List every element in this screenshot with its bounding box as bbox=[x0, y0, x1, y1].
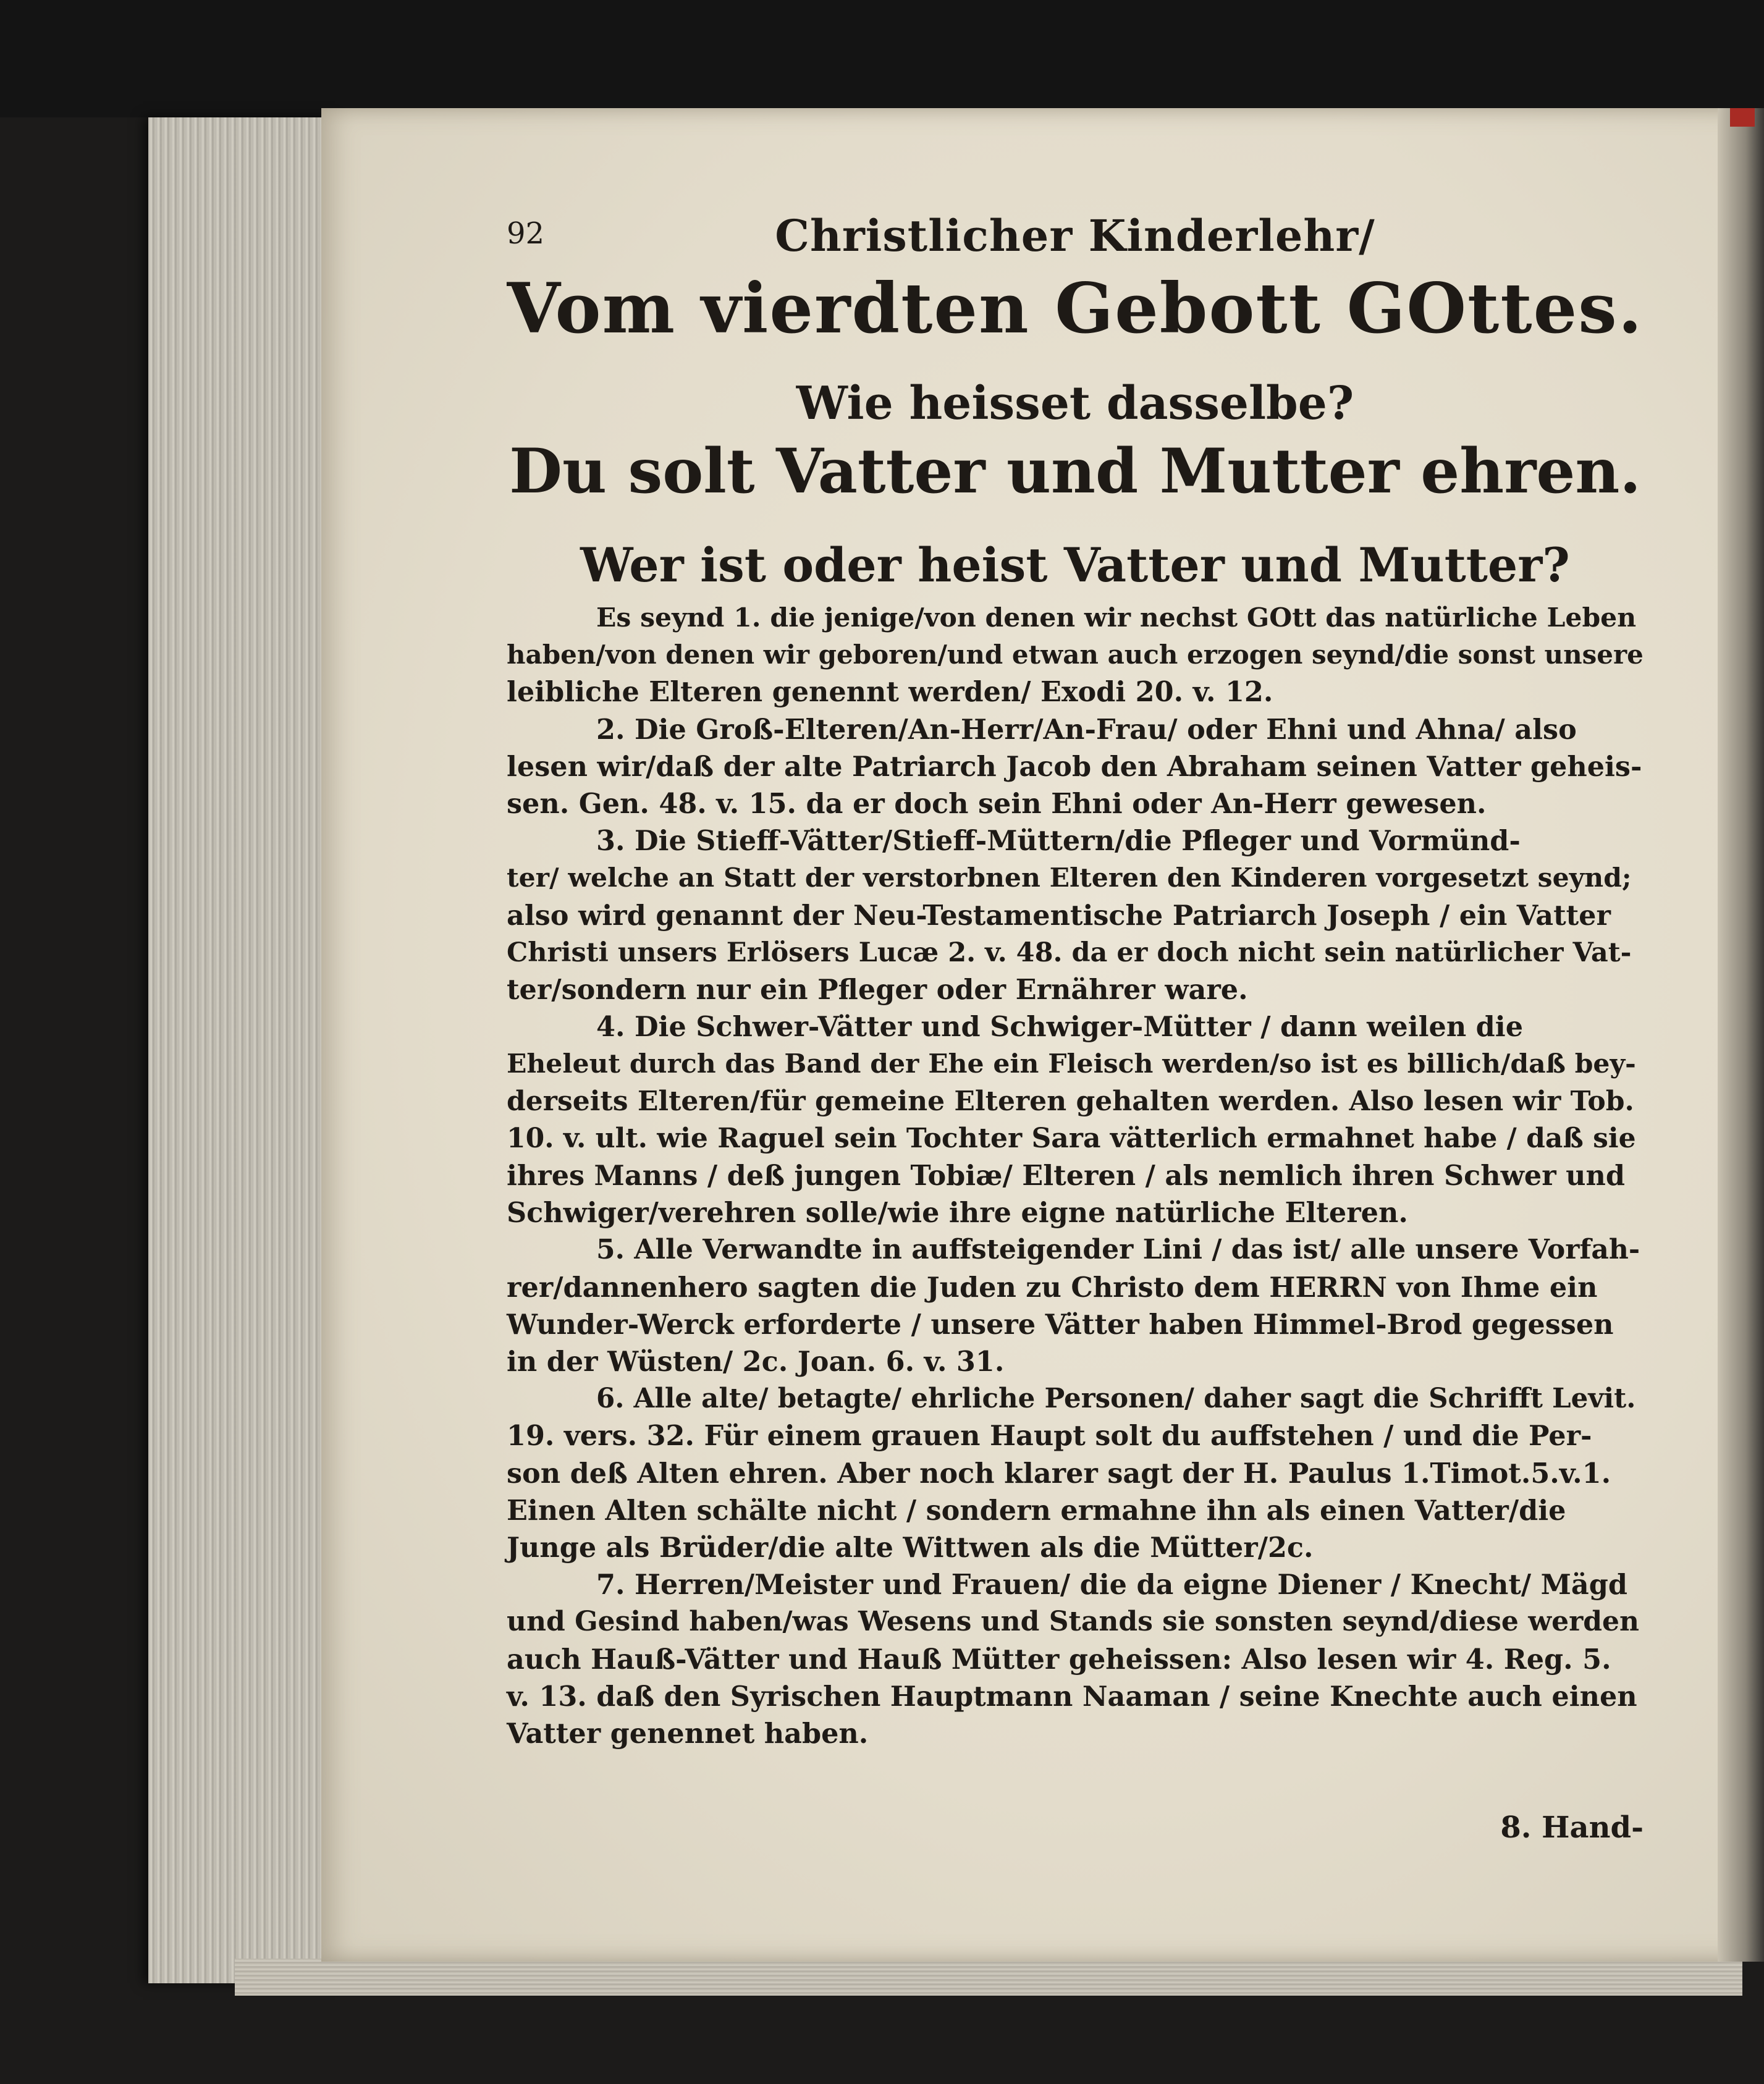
text-line: 4. Die Schwer-Vätter und Schwiger-Mütter / dann weilen die bbox=[596, 1011, 1524, 1044]
chapter-title: Vom vierdten Gebott GOttes. bbox=[507, 269, 1644, 349]
text-line: also wird genannt der Neu-Testamentische Patriarch Joseph / ein Vatter bbox=[507, 899, 1611, 932]
text-line: 5. Alle Verwandte in auffsteigender Lini / das ist/ alle unsere Vorfah- bbox=[596, 1234, 1640, 1266]
text-line: 19. vers. 32. Für einem grauen Haupt solt du auffstehen / und die Per- bbox=[507, 1420, 1592, 1453]
text-line: lesen wir/daß der alte Patriarch Jacob den Abraham seinen Vatter geheis- bbox=[507, 750, 1642, 783]
catchword: 8. Hand- bbox=[1500, 1810, 1644, 1845]
text-line: 6. Alle alte/ betagte/ ehrliche Personen/ daher sagt die Schrifft Levit. bbox=[596, 1383, 1636, 1415]
text-line: Junge als Brüder/die alte Wittwen als die Mütter/2c. bbox=[507, 1532, 1314, 1564]
text-line: sen. Gen. 48. v. 15. da er doch sein Ehni oder An-Herr gewesen. bbox=[507, 788, 1487, 821]
text-line: Christi unsers Erlösers Lucæ 2. v. 48. da er doch nicht sein natürlicher Vat- bbox=[507, 937, 1632, 968]
text-line: ter/sondern nur ein Pfleger oder Ernährer ware. bbox=[507, 974, 1248, 1006]
text-line: Eheleut durch das Band der Ehe ein Fleisch werden/so ist es billich/daß bey- bbox=[507, 1048, 1636, 1080]
question-heading-2: Wer ist oder heist Vatter und Mutter? bbox=[580, 538, 1570, 593]
text-line: 2. Die Groß-Elteren/An-Herr/An-Frau/ oder Ehni und Ahna/ also bbox=[596, 713, 1577, 746]
text-line: Schwiger/verehren solle/wie ihre eigne natürliche Elteren. bbox=[507, 1197, 1408, 1230]
running-head bbox=[507, 204, 1644, 272]
question-heading: Wie heisset dasselbe? bbox=[796, 377, 1354, 430]
page-number: 92 bbox=[507, 216, 545, 251]
text-line: 3. Die Stieff-Vätter/Stieff-Müttern/die Pfleger und Vormünd- bbox=[596, 825, 1521, 858]
text-line: ter/ welche an Statt der verstorbnen Elteren den Kinderen vorgesetzt seynd; bbox=[507, 863, 1632, 894]
text-line: 7. Herren/Meister und Frauen/ die da eigne Diener / Knecht/ Mägd bbox=[596, 1569, 1627, 1601]
text-line: haben/von denen wir geboren/und etwan auch erzogen seynd/die sonst unsere bbox=[507, 639, 1644, 670]
text-line: in der Wüsten/ 2c. Joan. 6. v. 31. bbox=[507, 1346, 1005, 1378]
text-line: rer/dannenhero sagten die Juden zu Christo dem HERRN von Ihme ein bbox=[507, 1271, 1598, 1304]
text-line: Einen Alten schälte nicht / sondern ermahne ihn als einen Vatter/die bbox=[507, 1494, 1566, 1527]
book-page-edges-bottom bbox=[235, 1959, 1742, 1996]
text-line: v. 13. daß den Syrischen Hauptmann Naaman / seine Knechte auch einen bbox=[507, 1680, 1637, 1713]
text-line: und Gesind haben/was Wesens und Stands sie sonsten seynd/diese werden bbox=[507, 1606, 1640, 1638]
book-page-edges-left bbox=[148, 117, 340, 1983]
running-title: Christlicher Kinderlehr/ bbox=[775, 210, 1375, 261]
backdrop bbox=[0, 0, 1764, 117]
bookmark-ribbon bbox=[1730, 108, 1755, 127]
text-line: Wunder-Werck erforderte / unsere Vätter haben Himmel-Brod gegessen bbox=[507, 1308, 1614, 1341]
text-line: derseits Elteren/für gemeine Elteren gehalten werden. Also lesen wir Tob. bbox=[507, 1085, 1634, 1117]
text-line: auch Hauß-Vätter und Hauß Mütter geheissen: Also lesen wir 4. Reg. 5. bbox=[507, 1643, 1611, 1676]
book-gutter bbox=[1718, 108, 1764, 1962]
text-line: 10. v. ult. wie Raguel sein Tochter Sara vätterlich ermahnet habe / daß sie bbox=[507, 1122, 1636, 1154]
text-line: Es seynd 1. die jenige/von denen wir nechst GOtt das natürliche Leben bbox=[596, 602, 1637, 633]
text-line: Vatter genennet haben. bbox=[507, 1718, 869, 1750]
text-line: son deß Alten ehren. Aber noch klarer sagt der H. Paulus 1.Timot.5.v.1. bbox=[507, 1457, 1611, 1490]
body-paragraphs bbox=[507, 599, 1644, 1752]
text-line: leibliche Elteren genennt werden/ Exodi 20. v. 12. bbox=[507, 676, 1273, 709]
commandment-heading: Du solt Vatter und Mutter ehren. bbox=[509, 436, 1641, 507]
text-line: ihres Manns / deß jungen Tobiæ/ Elteren / als nemlich ihren Schwer und bbox=[507, 1160, 1625, 1192]
